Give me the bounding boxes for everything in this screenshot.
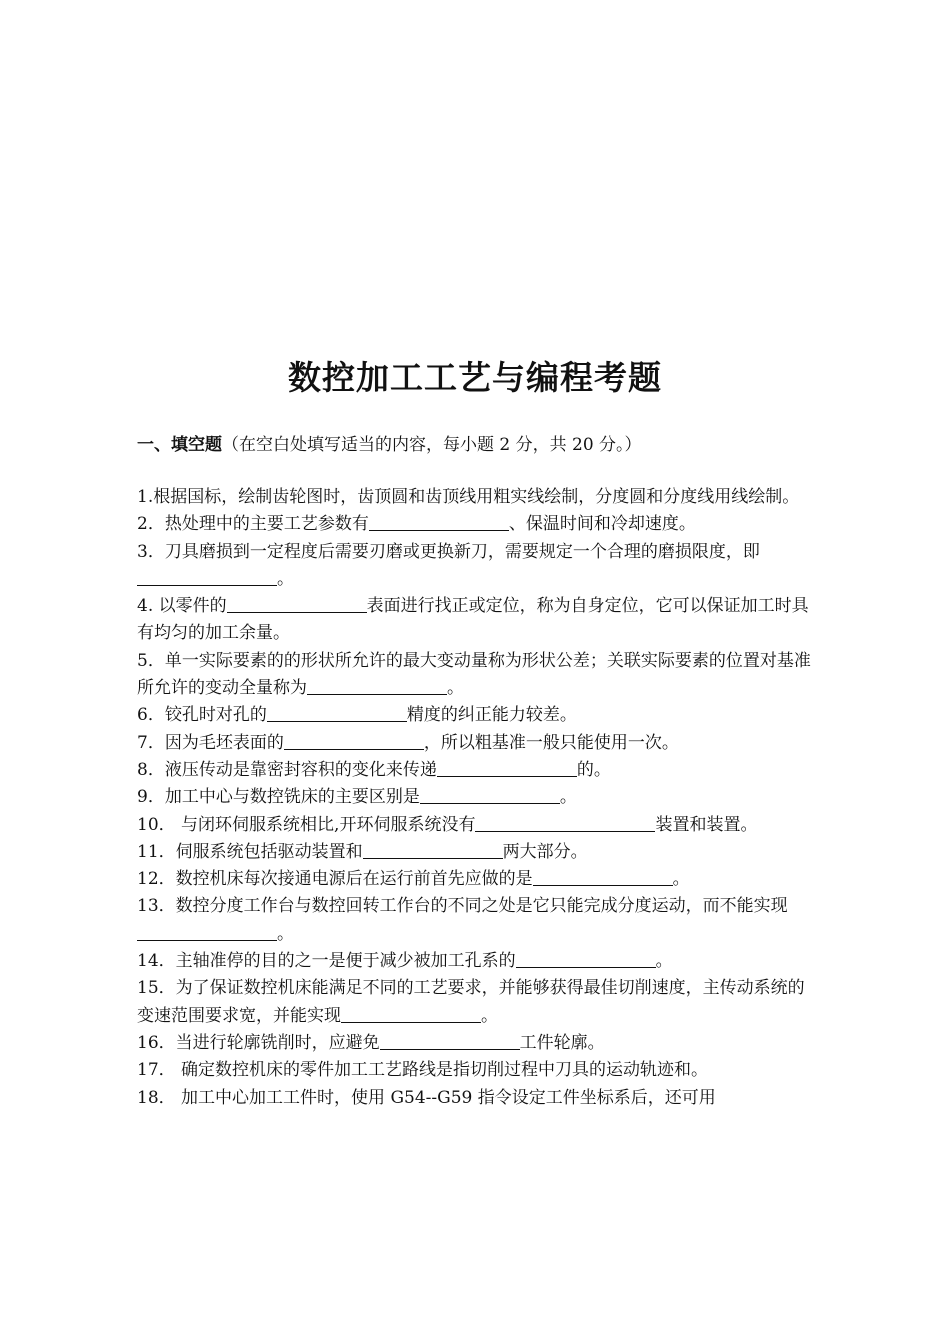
answer-blank[interactable] bbox=[475, 813, 655, 832]
question-12: 12．数控机床每次接通电源后在运行前首先应做的是 。 bbox=[137, 869, 690, 890]
answer-blank[interactable] bbox=[137, 922, 277, 941]
question-13: 13．数控分度工作台与数控回转工作台的不同之处是它只能完成分度运动，而不能实现。 bbox=[137, 896, 788, 944]
page-title: 数控加工工艺与编程考题 bbox=[288, 358, 662, 397]
question-6: 6．铰孔时对孔的 精度的纠正能力较差。 bbox=[137, 705, 577, 726]
answer-blank[interactable] bbox=[227, 594, 367, 613]
question-5: 5．单一实际要素的的形状所允许的最大变动量称为形状公差；关联实际要素的位置对基准所允许的变动全量称为 。 bbox=[137, 650, 811, 699]
answer-blank[interactable] bbox=[380, 1031, 520, 1050]
answer-blank[interactable] bbox=[307, 676, 447, 695]
question-7: 7．因为毛坯表面的 ，所以粗基准一般只能使用一次。 bbox=[137, 732, 679, 753]
question-9: 9．加工中心与数控铣床的主要区别是 。 bbox=[137, 787, 577, 808]
question-8: 8．液压传动是靠密封容积的变化来传递 的。 bbox=[137, 759, 611, 780]
question-4: 4. 以零件的 表面进行找正或定位，称为自身定位，它可以保证加工时具有均匀的加工余量。 bbox=[137, 596, 809, 644]
question-18: 18． 加工中心加工工件时，使用 G54--G59 指令设定工件坐标系后，还可用 bbox=[137, 1087, 716, 1108]
question-10: 10． 与闭环伺服系统相比,开环伺服系统没有 装置和装置。 bbox=[137, 814, 758, 835]
question-17: 17． 确定数控机床的零件加工工艺路线是指切削过程中刀具的运动轨迹和。 bbox=[137, 1060, 709, 1081]
question-16: 16．当进行轮廓铣削时，应避免 工件轮廓。 bbox=[137, 1032, 605, 1053]
question-1: 1.根据国标，绘制齿轮图时，齿顶圆和齿顶线用粗实线绘制，分度圆和分度线用线绘制。 bbox=[137, 487, 800, 507]
section-heading bbox=[137, 430, 642, 455]
answer-blank[interactable] bbox=[137, 567, 277, 586]
answer-blank[interactable] bbox=[437, 758, 577, 777]
question-14: 14．主轴准停的目的之一是便于减少被加工孔系的 。 bbox=[137, 951, 673, 972]
question-11: 11．伺服系统包括驱动装置和 两大部分。 bbox=[137, 841, 588, 862]
answer-blank[interactable] bbox=[533, 867, 673, 886]
answer-blank[interactable] bbox=[341, 1004, 481, 1023]
answer-blank[interactable] bbox=[363, 840, 503, 859]
answer-blank[interactable] bbox=[369, 512, 509, 531]
answer-blank[interactable] bbox=[516, 949, 656, 968]
question-2: 2．热处理中的主要工艺参数有 、保温时间和冷却速度。 bbox=[137, 514, 696, 535]
answer-blank[interactable] bbox=[284, 731, 424, 750]
question-list bbox=[137, 484, 817, 1112]
question-3: 3．刀具磨损到一定程度后需要刃磨或更换新刀，需要规定一个合理的磨损限度，即。 bbox=[137, 541, 760, 589]
section-instruction: （在空白处填写适当的内容，每小题 2 分，共 20 分。） bbox=[222, 435, 642, 455]
answer-blank[interactable] bbox=[420, 785, 560, 804]
section-heading-label: 一、填空题 bbox=[137, 435, 222, 455]
answer-blank[interactable] bbox=[267, 703, 407, 722]
question-15: 15．为了保证数控机床能满足不同的工艺要求，并能够获得最佳切削速度，主传动系统的变速范围要求宽，并能实现 。 bbox=[137, 978, 805, 1026]
